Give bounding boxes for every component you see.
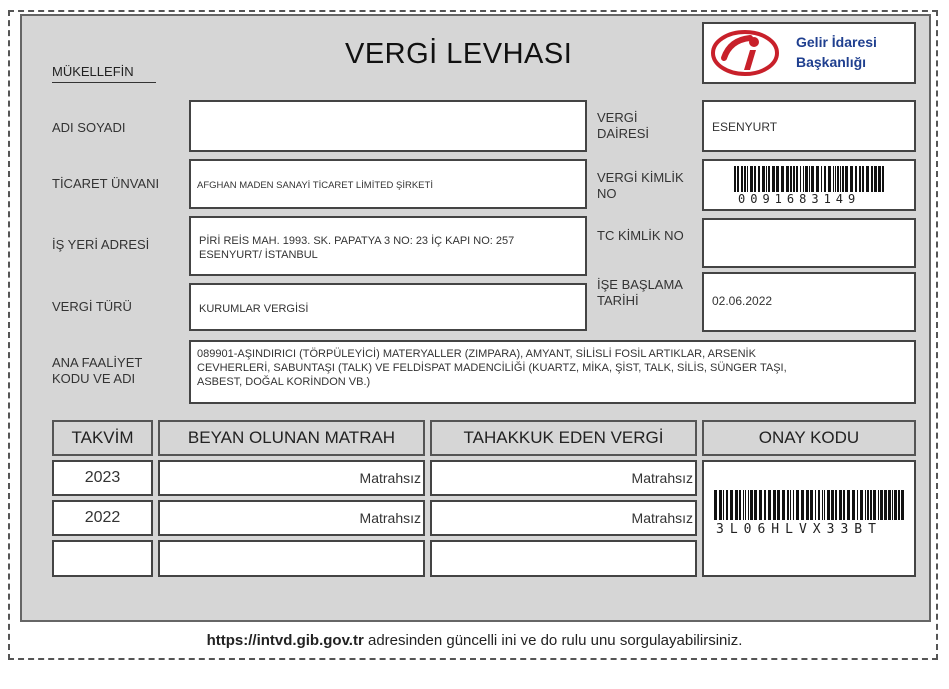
value-ticaret-unvani: AFGHAN MADEN SANAYİ TİCARET LİMİTED ŞİRKETİ [197, 180, 433, 191]
value-ise-baslama: 02.06.2022 [712, 294, 773, 308]
barcode-bar [845, 166, 848, 192]
barcode-bar [839, 490, 842, 520]
barcode-bar [768, 166, 770, 192]
barcode-bar [818, 490, 820, 520]
label-ise-baslama-line2: TARİHİ [597, 293, 639, 308]
barcode-bar [766, 166, 767, 192]
barcode-bar [898, 490, 900, 520]
logo-line2: Başkanlığı [796, 54, 867, 70]
barcode-bar [857, 490, 858, 520]
barcode-bar [730, 490, 733, 520]
barcode-bar [867, 490, 869, 520]
row1-vergi: Matrahsız [430, 460, 697, 496]
barcode-bar [793, 490, 794, 520]
header-beyan-matrah: BEYAN OLUNAN MATRAH [158, 420, 425, 456]
barcode-bar [855, 166, 857, 192]
barcode-bar [837, 166, 839, 192]
barcode-bar [745, 490, 746, 520]
label-ana-faaliyet [52, 355, 142, 387]
row3-takvim [52, 540, 153, 577]
barcode-bar [796, 166, 798, 192]
barcode-bar [842, 166, 844, 192]
value-is-yeri-adresi-line1: PİRİ REİS MAH. 1993. SK. PAPATYA 3 NO: 23 İÇ KAPI NO: 257 [199, 235, 515, 247]
onay-kodu-box [702, 460, 916, 577]
row2-vergi: Matrahsız [430, 500, 697, 536]
barcode-bar [772, 166, 775, 192]
barcode-bar [726, 490, 728, 520]
barcode-bar [865, 490, 866, 520]
barcode-bar [777, 490, 780, 520]
barcode-bar [737, 166, 739, 192]
barcode-bar [744, 166, 746, 192]
value-ticaret-unvani-box [189, 159, 587, 209]
barcode-bar [743, 490, 744, 520]
barcode-bar [734, 166, 736, 192]
barcode-bar [888, 490, 891, 520]
barcode-bar [796, 490, 799, 520]
barcode-bar [773, 490, 776, 520]
barcode-bar [800, 166, 801, 192]
barcode-bar [816, 166, 819, 192]
barcode-bar [824, 490, 825, 520]
barcode-bar [790, 490, 791, 520]
value-vergi-dairesi-box [702, 100, 916, 152]
barcode-bar [750, 166, 753, 192]
barcode-bar [831, 490, 834, 520]
value-is-yeri-adresi-box [189, 216, 587, 276]
barcode-bar [901, 490, 904, 520]
value-ana-faaliyet-line1: 089901-AŞINDIRICI (TÖRPÜLEYİCİ) MATERYALLER (ZIMPARA), AMYANT, SİLİSLİ FOSİL ARTIKLAR, ARSENİK [197, 348, 756, 360]
barcode-bar [833, 166, 834, 192]
barcode-bar [843, 490, 845, 520]
barcode-bar [884, 490, 887, 520]
barcode-bar [806, 490, 809, 520]
barcode-bar [754, 166, 756, 192]
barcode-bar [860, 490, 863, 520]
barcode-bar [894, 490, 897, 520]
onay-kodu-value: 3L06HLVX33BT [716, 522, 882, 537]
barcode-bar [847, 490, 850, 520]
value-vergi-kimlik-no: 0091683149 [738, 192, 861, 206]
barcode-bar [873, 490, 876, 520]
barcode-bar [827, 490, 830, 520]
barcode-bar [880, 490, 883, 520]
barcode-bar [815, 490, 816, 520]
row3-matrah [158, 540, 425, 577]
label-vergi-kimlik-line2: NO [597, 186, 617, 201]
barcode-bar [750, 490, 753, 520]
gib-logo-box [702, 22, 916, 84]
value-tc-kimlik-box [702, 218, 916, 268]
barcode-bar [781, 166, 784, 192]
label-vergi-kimlik-no [597, 170, 684, 202]
barcode-bar [878, 166, 881, 192]
barcode-bar [801, 490, 804, 520]
label-ticaret-unvani: TİCARET ÜNVANI [52, 176, 160, 191]
section-label: MÜKELLEFİN [52, 64, 156, 83]
barcode-bar [762, 166, 765, 192]
barcode-bar [739, 490, 741, 520]
barcode-bar [810, 490, 813, 520]
label-ana-faaliyet-line1: ANA FAALİYET [52, 355, 143, 370]
label-adi-soyadi: ADI SOYADI [52, 120, 126, 135]
barcode-bar [878, 490, 879, 520]
vkn-barcode [734, 166, 886, 192]
onay-barcode [714, 490, 906, 520]
logo-line1: Gelir İdaresi [796, 34, 877, 50]
barcode-bar [735, 490, 738, 520]
barcode-bar [758, 166, 760, 192]
barcode-bar [809, 166, 810, 192]
barcode-bar [714, 490, 717, 520]
label-vergi-kimlik-line1: VERGİ KİMLİK [597, 170, 684, 185]
barcode-bar [840, 166, 841, 192]
barcode-bar [803, 166, 804, 192]
barcode-bar [782, 490, 785, 520]
barcode-bar [790, 166, 792, 192]
header-takvim: TAKVİM [52, 420, 153, 456]
label-vergi-turu: VERGİ TÜRÜ [52, 299, 132, 314]
value-vergi-turu: KURUMLAR VERGİSİ [199, 303, 309, 315]
value-vergi-dairesi: ESENYURT [712, 120, 778, 134]
value-ana-faaliyet-line3: ASBEST, DOĞAL KORİNDON VB.) [197, 376, 371, 388]
barcode-bar [805, 166, 808, 192]
barcode-bar [835, 166, 836, 192]
barcode-bar [719, 490, 722, 520]
row2-takvim: 2022 [52, 500, 153, 536]
footer-url[interactable]: https://intvd.gib.gov.tr [206, 632, 364, 649]
barcode-bar [852, 490, 855, 520]
barcode-bar [811, 166, 814, 192]
barcode-bar [859, 166, 861, 192]
barcode-bar [764, 490, 766, 520]
barcode-bar [892, 490, 893, 520]
barcode-bar [821, 166, 822, 192]
barcode-bar [850, 166, 853, 192]
barcode-bar [882, 166, 884, 192]
value-vergi-kimlik-box [702, 159, 916, 211]
label-vergi-dairesi [597, 110, 649, 142]
value-ana-faaliyet-line2: CEVHERLERİ, SABUNTAŞI (TALK) VE FELDİSPAT MADENCİLİĞİ (KUARTZ, MİKA, ŞİST, TALK, SİLİS, SÜNGER TAŞI, [197, 362, 787, 374]
barcode-bar [759, 490, 762, 520]
barcode-bar [866, 166, 869, 192]
value-ana-faaliyet-box [189, 340, 916, 404]
gib-logo-icon [710, 28, 780, 78]
barcode-bar [768, 490, 771, 520]
barcode-bar [787, 490, 789, 520]
value-adi-soyadi [189, 100, 587, 152]
label-is-yeri-adresi: İŞ YERİ ADRESİ [52, 237, 150, 252]
barcode-bar [754, 490, 757, 520]
header-onay-kodu: ONAY KODU [702, 420, 916, 456]
footer-text: adresinden güncelli ini ve do rulu unu sorgulayabilirsiniz. [363, 632, 743, 649]
row1-matrah: Matrahsız [158, 460, 425, 496]
value-is-yeri-adresi-line2: ESENYURT/ İSTANBUL [199, 249, 318, 261]
label-ise-baslama-line1: İŞE BAŞLAMA [597, 277, 683, 292]
barcode-bar [870, 490, 872, 520]
document-title: VERGİ LEVHASI [345, 38, 573, 70]
barcode-bar [822, 490, 823, 520]
row3-vergi [430, 540, 697, 577]
barcode-bar [748, 490, 749, 520]
barcode-bar [776, 166, 779, 192]
value-vergi-turu-box [189, 283, 587, 331]
footer-note [0, 632, 949, 649]
header-tahakkuk-vergi: TAHAKKUK EDEN VERGİ [430, 420, 697, 456]
label-ise-baslama [597, 277, 683, 309]
barcode-bar [741, 166, 743, 192]
barcode-bar [871, 166, 873, 192]
barcode-bar [793, 166, 795, 192]
barcode-bar [828, 166, 831, 192]
label-ana-faaliyet-line2: KODU VE ADI [52, 371, 136, 386]
label-vergi-dairesi-line1: VERGİ [597, 110, 638, 125]
barcode-bar [862, 166, 864, 192]
barcode-bar [835, 490, 837, 520]
barcode-bar [723, 490, 724, 520]
barcode-bar [747, 166, 748, 192]
value-ise-baslama-box [702, 272, 916, 332]
row2-matrah: Matrahsız [158, 500, 425, 536]
barcode-bar [824, 166, 826, 192]
label-vergi-dairesi-line2: DAİRESİ [597, 126, 650, 141]
barcode-bar [874, 166, 877, 192]
row1-takvim: 2023 [52, 460, 153, 496]
label-tc-kimlik-no: TC KİMLİK NO [597, 228, 684, 243]
barcode-bar [786, 166, 789, 192]
